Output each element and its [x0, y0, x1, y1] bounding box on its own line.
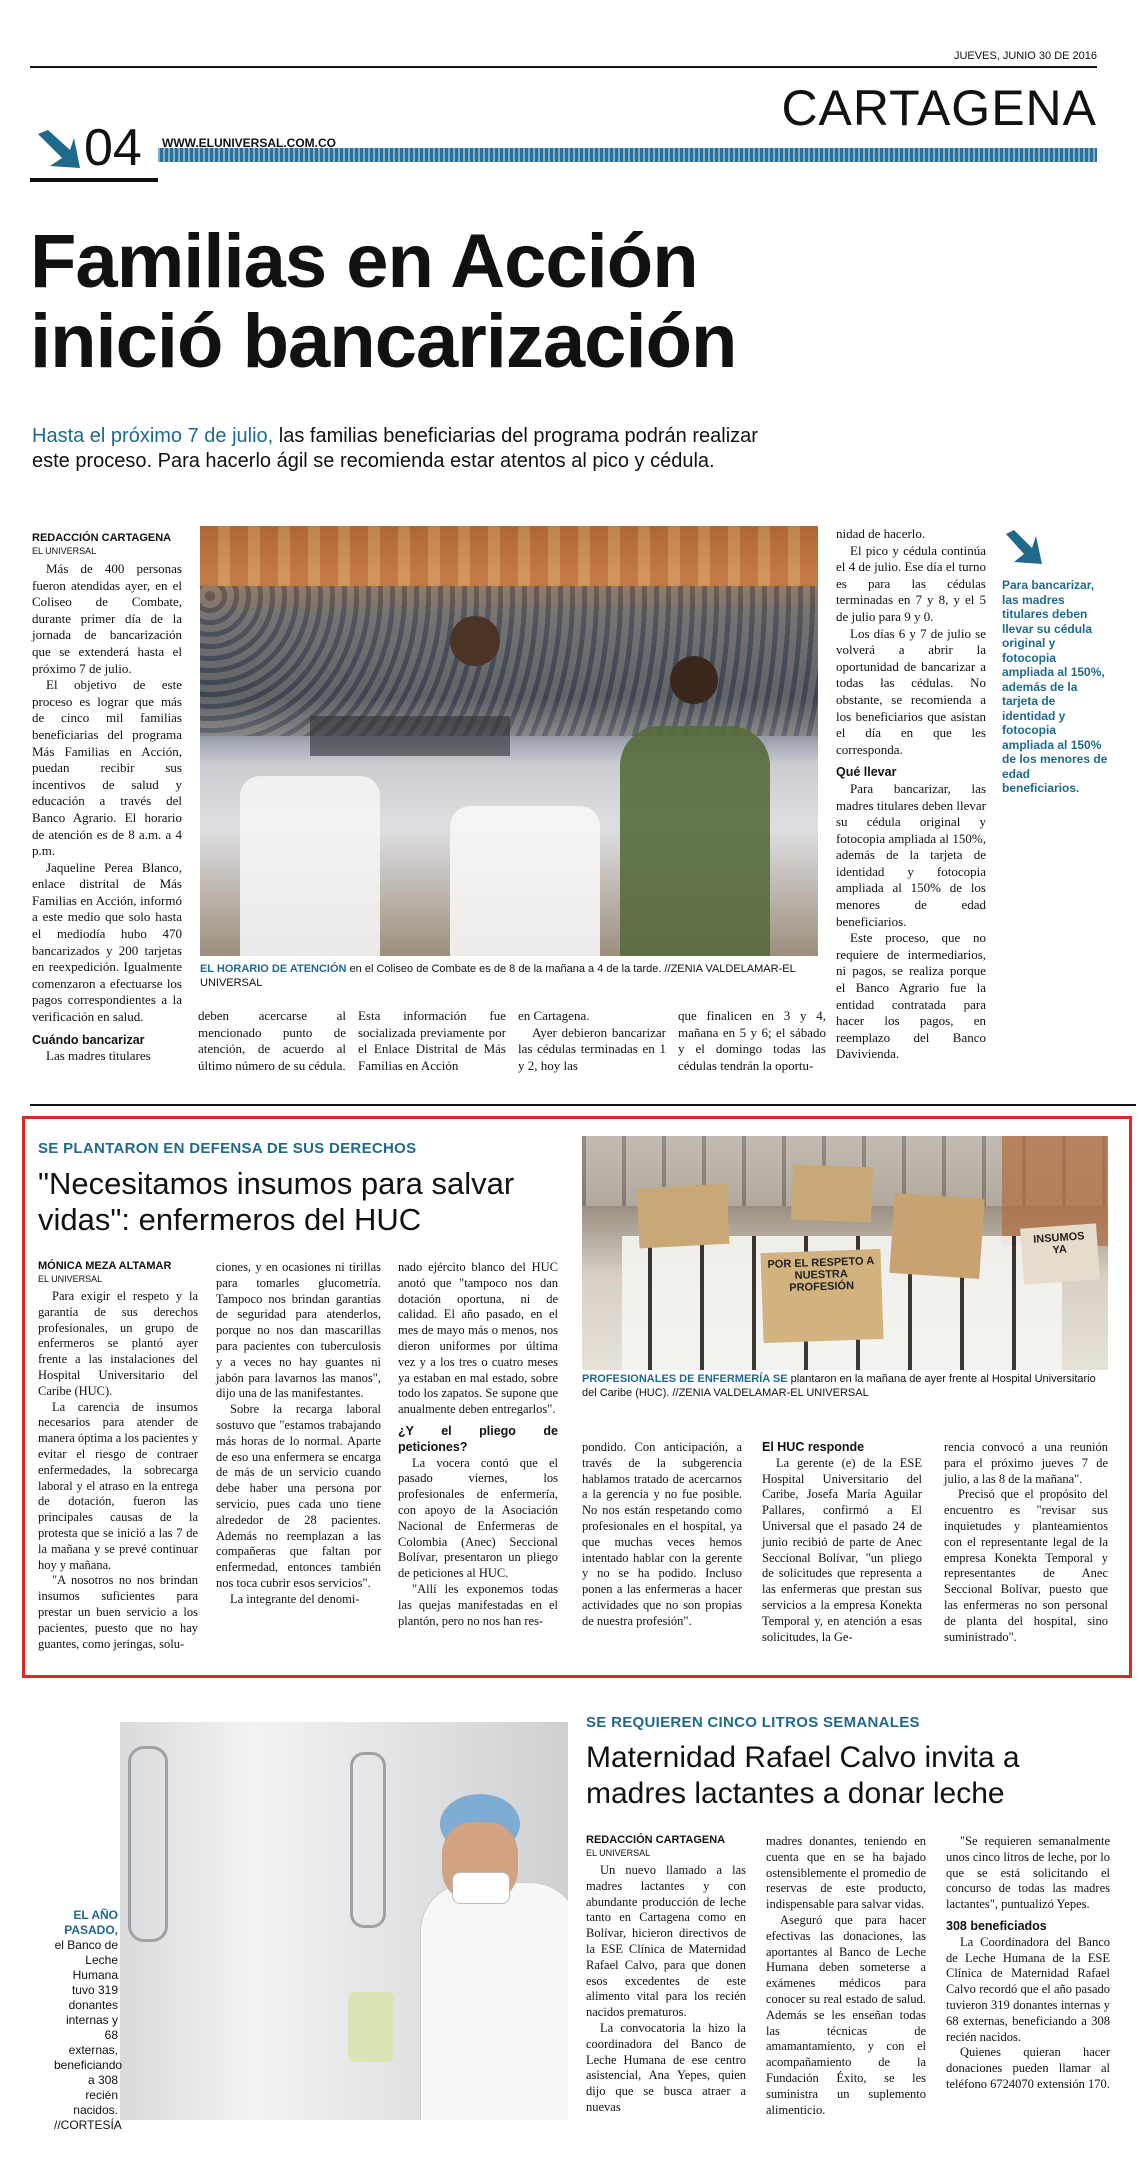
protest-sign: INSUMOS YA [1020, 1223, 1100, 1284]
paragraph: rencia convocó a una reunión para el próximo jueves 7 de julio, a las 8 de la mañana". [944, 1440, 1108, 1486]
paragraph: que finalicen en 3 y 4, mañana en 5 y 6; el sábado y el domingo todas las cédulas tendrán la oportu- [678, 1008, 826, 1073]
story2-photo [582, 1136, 1108, 1370]
story1-bottom-col-4 [518, 1008, 666, 1074]
paragraph: La gerente (e) de la ESE Hospital Universitario del Caribe, Josefa María Aguilar Pallares, confirmó a El Universal que el pasado 24 de junio recibió de parte de Anec Seccional Bolívar, "un pliego de solicitudes que representa a las enfermeras que prestan sus servicios a la empresa Konekta Temporal y, en atención a esas solicitudes, la Ge- [762, 1455, 922, 1644]
protest-sign: POR EL RESPETO A NUESTRA PROFESIÓN [760, 1249, 883, 1343]
paragraph: Los días 6 y 7 de julio se volverá a abrir la oportunidad de bancarizar a todas las cédulas. No obstante, se recomienda a los beneficiarios que asistan el día en que les corresponda. [836, 625, 986, 757]
story2-column-5 [762, 1440, 922, 1645]
paragraph: Las madres titulares [46, 1048, 151, 1064]
paragraph: Quienes quieran hacer donaciones pueden llamar al teléfono 6724070 extensión 170. [946, 2045, 1110, 2091]
paragraph: "Se requieren semanalmente unos cinco litros de leche, por lo que se está solicitando el concurso de todas las madres lactantes", puntualizó Yepes. [946, 1834, 1110, 1912]
byline: REDACCIÓN CARTAGENA [32, 532, 172, 544]
header-rule-top [30, 66, 1097, 68]
paragraph: deben acercarse al mencionado punto de atención, de acuerdo al último número de su cédula. [198, 1008, 346, 1073]
paragraph: La convocatoria la hizo la coordinadora del Banco de Leche Humana de ese centro asistencial, Ana Yepes, quien dijo que se busca atraer a nuevas [586, 2020, 746, 2114]
paragraph: La vocera contó que el pasado viernes, los profesionales de enfermería, con apoyo de la Asociación Nacional de Enfermeras de Colombia (Anec) Seccional Bolívar, presentaron un pliego de peticiones al HUC. [398, 1455, 558, 1581]
story2-photo-caption [582, 1372, 1108, 1400]
paragraph: madres donantes, teniendo en cuenta que en se ha bajado ostensiblemente el promedio de reservas de este producto, indispensable para salvar vidas. [766, 1834, 926, 1912]
story1-sidebar-quote: Para bancarizar, las madres titulares deben llevar su cédula original y fotocopia ampliada al 150%, además de la tarjeta de identidad y fotocopia ampliada al 150% de los menores de edad beneficiarios. [1002, 578, 1108, 795]
deck-rest: las familias beneficiarias del programa podrán realizar [278, 425, 758, 447]
subhead: El HUC responde [762, 1440, 865, 1454]
page-number: 04 [84, 119, 142, 177]
story1-title-line1: Familias en Acción [30, 219, 698, 304]
story2-column-4 [582, 1440, 742, 1630]
paragraph: "Allí les exponemos todas las quejas manifestadas en el plantón, pero no nos han res- [398, 1581, 558, 1628]
story1-title-line2: inició bancarización [30, 299, 737, 384]
paragraph: ciones, y en ocasiones ni tirillas para tomarles glucometría. Tampoco nos brindan garantías de seguridad para atenderlos, porque no nos dan mascarillas para pacientes con tuberculosis y a veces no hay guantes ni jabón para lavarnos las manos", dijo una de las manifestantes. [216, 1260, 381, 1401]
subhead: ¿Y el pliego de peticiones? [398, 1423, 558, 1454]
caption-rest: el Banco de Leche Humana tuvo 319 donantes internas y 68 externas, beneficiando a 308 recién nacidos. //CORTESÍA [54, 1938, 123, 2132]
byline: REDACCIÓN CARTAGENA [586, 1834, 726, 1846]
paragraph: pondido. Con anticipación, a través de la subgerencia hablamos tratado de acercarnos a la gerencia y no fue posible. No nos están respetando como profesionales en el hospital, ya que muchas veces hemos intentado hablar con la gerente y no se ha podido. Incluso ponen a las enfermeras a hacer actividades que no son propias de nuestra profesión". [582, 1440, 742, 1628]
story3-photo [120, 1722, 568, 2120]
story3-column-1 [586, 1834, 746, 2116]
arrow-icon [1002, 528, 1044, 570]
subhead: 308 beneficiados [946, 1918, 1047, 1933]
story2-title-line2: vidas": enfermeros del HUC [38, 1202, 422, 1237]
paragraph: El objetivo de este proceso es lograr que más de cinco mil familias beneficiarias del programa Más Familias en Acción, puedan recibir sus incentivos de salud y educación a través del Banco Agrario. El horario de atención es de 8 a.m. a 4 p.m. [32, 677, 182, 859]
story2-column-1 [38, 1260, 198, 1652]
caption-lead: PROFESIONALES DE ENFERMERÍA SE [582, 1373, 788, 1385]
story2-column-6 [944, 1440, 1108, 1645]
section-divider [30, 1104, 1136, 1106]
story3-kicker: SE REQUIEREN CINCO LITROS SEMANALES [586, 1714, 920, 1731]
story2-column-2 [216, 1260, 381, 1608]
byline-sub: EL UNIVERSAL [38, 1274, 103, 1284]
paragraph: Precisó que el propósito del encuentro es "revisar sus inquietudes y planteamientos con el representante legal de la empresa Konekta Temporal y representantes de Anec Seccional Bolívar, puesto que las enfermeras no son personal de planta del hospital, sino suministrado". [944, 1487, 1108, 1644]
paragraph: nado ejército blanco del HUC anotó que "tampoco nos dan dotación oportuna, ni de calidad. El año pasado, en el mes de mayo más o menos, nos dieron uniformes por última vez y a los tres o cuatro meses ya estaban en mal estado, sobre todo los zapatos. Se supone que anualmente deben entregarlos". [398, 1260, 558, 1417]
paragraph: Ayer debieron bancarizar las cédulas terminadas en 1 y 2, hoy las [518, 1024, 666, 1073]
byline-sub: EL UNIVERSAL [586, 1848, 651, 1858]
page-number-box [30, 118, 158, 182]
story2-title-line1: "Necesitamos insumos para salvar [38, 1166, 515, 1201]
story2-column-3 [398, 1260, 558, 1629]
paragraph: La carencia de insumos necesarios para atender de manera óptima a los pacientes y evitar el riesgo de contraer enfermedades, la sobrecarga laboral y el atraso en la entrega de dotación, fueron las principales causas de la protesta que se inició a las 7 de la mañana y se prevé continuar hoy y mañana. [38, 1399, 199, 1572]
paragraph: nidad de hacerlo. [836, 526, 926, 541]
deck-highlight: Hasta el próximo 7 de julio, [32, 425, 274, 447]
subhead: Cuándo bancarizar [32, 1032, 145, 1047]
story3-photo-caption [54, 1908, 123, 2133]
arrow-icon [34, 128, 82, 174]
story1-photo-caption [200, 962, 840, 990]
story3-title-line2: madres lactantes a donar leche [586, 1777, 1005, 1810]
story1-column-1 [32, 532, 182, 1065]
paragraph: La integrante del denomi- [230, 1591, 360, 1606]
caption-lead: EL AÑO PASADO, [64, 1908, 118, 1937]
header-stripe [30, 148, 1097, 162]
paragraph: Para bancarizar, las madres titulares deben llevar su cédula original y fotocopia ampliada al 150%, además de la tarjeta de identidad y fotocopia ampliada al 150% de los menores de edad beneficiarios. [836, 780, 986, 929]
date-line: JUEVES, JUNIO 30 DE 2016 [953, 50, 1097, 62]
story1-photo [200, 526, 818, 956]
paragraph: La Coordinadora del Banco de Leche Humana de la ESE Clínica de Maternidad Rafael Calvo recordó que el año pasado tuvieron 319 donantes internas y 68 externas, beneficiando a 308 recién nacidos. [946, 1934, 1110, 2044]
paragraph: Para exigir el respeto y la garantía de sus derechos profesionales, un grupo de enfermeros se plantó ayer frente a las instalaciones del Hospital Universitario del Caribe (HUC). [38, 1289, 198, 1398]
story2-kicker: SE PLANTARON EN DEFENSA DE SUS DERECHOS [38, 1140, 417, 1157]
story1-right-column [836, 526, 986, 1063]
paragraph: Sobre la recarga laboral sostuvo que "estamos trabajando más horas de lo normal. Aparte de eso una enfermera se encarga de más de un servicio cuando debe haber una persona por servicio, pues cada uno tiene alrededor de 28 pacientes. Además no reemplazan a las compañeras que faltan por enfermedad, entonces también nos toca cubrir esos servicios". [216, 1402, 381, 1590]
paragraph: Este proceso, que no requiere de intermediarios, ni pagos, se realiza porque el Banco Agrario fue la entidad contratada para hacer los pagos, en reemplazo del Banco Davivienda. [836, 930, 986, 1062]
paragraph: Esta información fue socializada previamente por el Enlace Distrital de Más Familias en Acción [358, 1008, 506, 1073]
paragraph: Jaqueline Perea Blanco, enlace distrital de Más Familias en Acción, informó a este medio que solo hasta el mediodía hubo 470 bancarizados y 200 tarjetas en reexpedición. Igualmente comenzaron a efectuarse los pagos correspondientes a la verificación en salud. [32, 859, 182, 1025]
story3-title-line1: Maternidad Rafael Calvo invita a [586, 1741, 1020, 1774]
paragraph: El pico y cédula continúa el 4 de julio. Ese día el turno es para las cédulas terminadas en 7 y 8, y el 5 de julio para 9 y 0. [836, 542, 986, 624]
subhead: Qué llevar [836, 765, 897, 780]
paragraph: Más de 400 personas fueron atendidas ayer, en el Coliseo de Combate, durante primer día de la jornada de bancarización que se extenderá hasta el próximo 7 de julio. [32, 561, 182, 676]
paragraph: en Cartagena. [518, 1008, 590, 1023]
deck-line2: este proceso. Para hacerlo ágil se recomienda estar atentos al pico y cédula. [32, 450, 715, 472]
story1-deck [32, 424, 832, 474]
byline-sub: EL UNIVERSAL [32, 546, 97, 556]
story1-bottom-col-5 [678, 1008, 826, 1074]
caption-lead: EL HORARIO DE ATENCIÓN [200, 963, 347, 975]
site-url[interactable]: WWW.ELUNIVERSAL.COM.CO [162, 136, 336, 150]
story1-bottom-col-3 [358, 1008, 506, 1074]
story3-column-2 [766, 1834, 926, 2118]
paragraph: Aseguró que para hacer efectivas las donaciones, las aportantes al Banco de Leche Humana deben someterse a exámenes médicos para conocer su real estado de salud. Además se les enseñan todas las técnicas de amamantamiento, y con el acompañamiento de la Fundación Éxito, se les suministra un suplemento alimenticio. [766, 1912, 926, 2117]
section-name: CARTAGENA [781, 80, 1097, 136]
caption-rest: plantaron en la mañana de ayer frente al Hospital Universitario del Caribe (HUC). //ZENIA VALDELAMAR-EL UNIVERSAL [582, 1373, 1096, 1399]
byline: MÓNICA MEZA ALTAMAR [38, 1260, 172, 1272]
caption-rest: en el Coliseo de Combate es de 8 de la mañana a 4 de la tarde. //ZENIA VALDELAMAR-EL UNIVERSAL [200, 963, 796, 989]
story1-bottom-col-2 [198, 1008, 346, 1074]
paragraph: "A nosotros no nos brindan insumos suficientes para prestar un buen servicio a los pacientes, puesto que no hay guantes, como jeringas, solu- [38, 1573, 198, 1651]
paragraph: Un nuevo llamado a las madres lactantes y con abundante producción de leche tanto en Cartagena como en Bolívar, hicieron directivos de la ESE Clínica de Maternidad Rafael Calvo, para que donen esos excedentes de este alimento vital para los recién nacidos prematuros. [586, 1863, 746, 2020]
story3-column-3 [946, 1834, 1110, 2093]
